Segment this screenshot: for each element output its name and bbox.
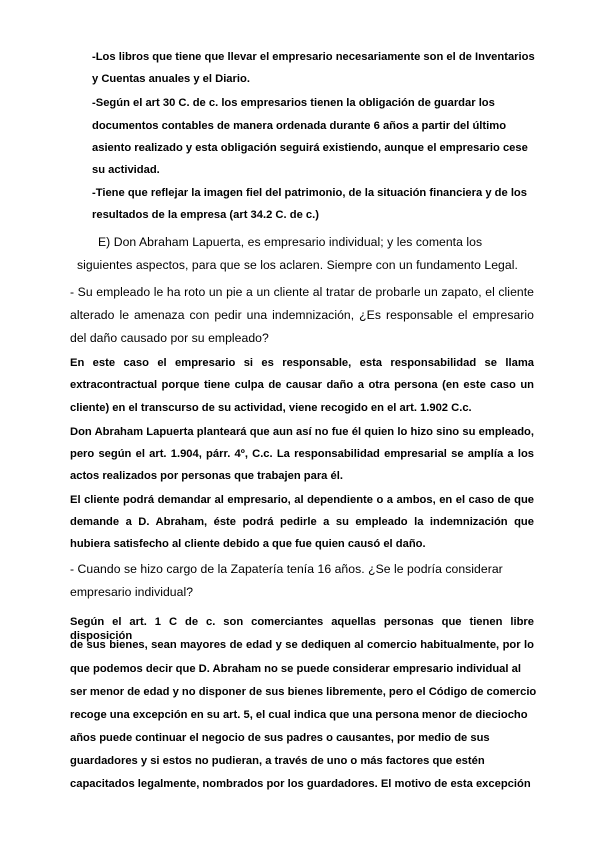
paragraph-line: y Cuentas anuales y el Diario. xyxy=(92,73,250,85)
section-heading-line: E) Don Abraham Lapuerta, es empresario individual; y les comenta los xyxy=(98,235,483,249)
answer-line: Según el art. 1 C de c. son comerciantes aquellas personas que tienen libre disposición xyxy=(70,616,534,642)
question-line: empresario individual? xyxy=(70,585,194,599)
answer-line: capacitados legalmente, nombrados por los guardadores. El motivo de esta excepción xyxy=(70,778,531,790)
question-line: del daño causado por su empleado? xyxy=(70,331,269,345)
answer-line: de sus bienes, sean mayores de edad y se dediquen al comercio habitualmente, por lo xyxy=(70,639,534,651)
paragraph-line: resultados de la empresa (art 34.2 C. de c.) xyxy=(92,209,319,221)
answer-line: El cliente podrá demandar al empresario, al dependiente o a ambos, en el caso de que xyxy=(70,494,534,506)
answer-line: ser menor de edad y no disponer de sus bienes libremente, pero el Código de comercio xyxy=(70,686,537,698)
paragraph-line: su actividad. xyxy=(92,164,160,176)
answer-line: hubiera satisfecho al cliente debido a que fue quien causó el daño. xyxy=(70,538,426,550)
question-line: - Su empleado le ha roto un pie a un cliente al tratar de probarle un zapato, el cliente xyxy=(70,285,534,299)
answer-line: años puede continuar el negocio de sus padres o causantes, por medio de sus xyxy=(70,732,490,744)
question-line: - Cuando se hizo cargo de la Zapatería tenía 16 años. ¿Se le podría considerar xyxy=(70,562,503,576)
answer-line: actos realizados por personas que trabajen para él. xyxy=(70,470,343,482)
paragraph-line: asiento realizado y esta obligación seguirá existiendo, aunque el empresario cese xyxy=(92,142,528,154)
section-heading-line: siguientes aspectos, para que se los aclaren. Siempre con un fundamento Legal. xyxy=(77,258,518,272)
paragraph-line: documentos contables de manera ordenada durante 6 años a partir del último xyxy=(92,120,507,132)
answer-line: guardadores y si estos no pudieran, a través de uno o más factores que estén xyxy=(70,755,485,767)
paragraph-line: -Los libros que tiene que llevar el empresario necesariamente son el de Inventarios xyxy=(92,51,535,63)
answer-line: cliente) en el transcurso de su actividad, viene recogido en el art. 1.902 C.c. xyxy=(70,402,472,414)
question-line: alterado le amenaza con pedir una indemnización, ¿Es responsable el empresario xyxy=(70,308,534,322)
answer-line: que podemos decir que D. Abraham no se puede considerar empresario individual al xyxy=(70,663,521,675)
answer-line: Don Abraham Lapuerta planteará que aun así no fue él quien lo hizo sino su empleado, xyxy=(70,426,534,438)
paragraph-line: -Según el art 30 C. de c. los empresarios tienen la obligación de guardar los xyxy=(92,97,495,109)
answer-line: pero según el art. 1.904, párr. 4º, C.c. La responsabilidad empresarial se amplía a los xyxy=(70,448,534,460)
answer-line: En este caso el empresario si es responsable, esta responsabilidad se llama xyxy=(70,357,534,369)
answer-line: recoge una excepción en su art. 5, el cual indica que una persona menor de dieciocho xyxy=(70,709,528,721)
paragraph-line: -Tiene que reflejar la imagen fiel del patrimonio, de la situación financiera y de los xyxy=(92,187,527,199)
answer-line: extracontractual porque tiene culpa de causar daño a otra persona (en este caso un xyxy=(70,379,534,391)
answer-line: demande a D. Abraham, éste podrá pedirle a su empleado la indemnización que xyxy=(70,516,534,528)
